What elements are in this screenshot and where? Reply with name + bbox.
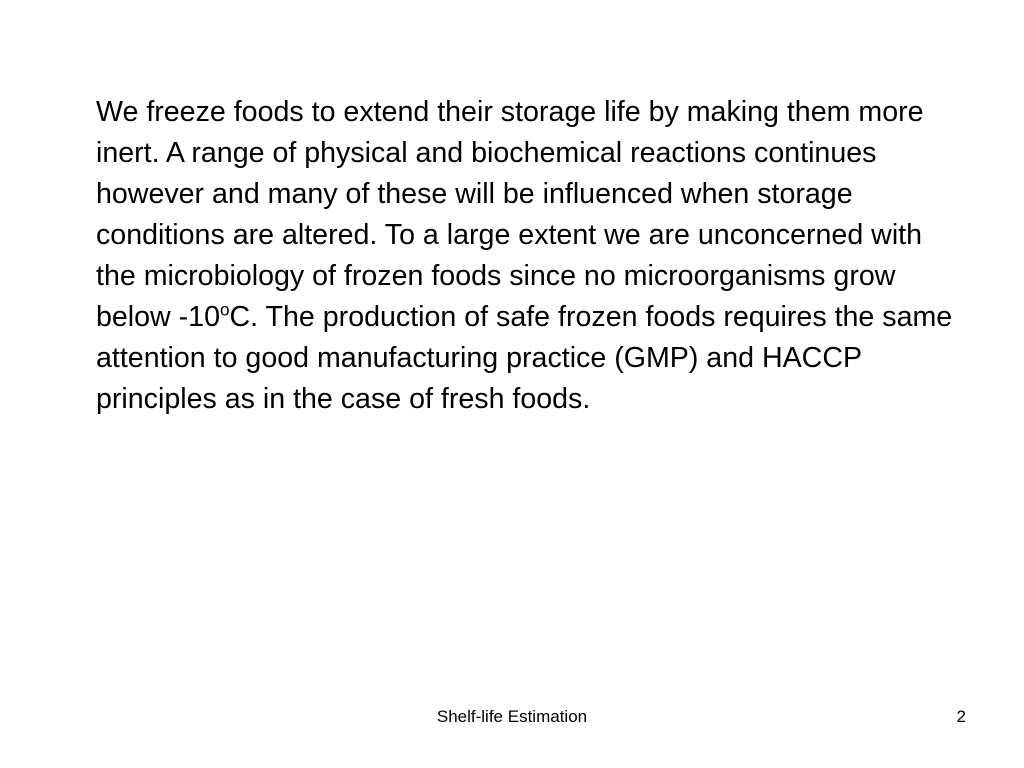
body-paragraph xyxy=(96,92,956,420)
footer-title: Shelf-life Estimation xyxy=(436,707,588,726)
paragraph-text-part1: We freeze foods to extend their storage life by making them more inert. A range of physical and biochemical reactions continues however and many of these will be influenced when storage conditions are altered. To a large extent we are unconcerned with the microbiology of frozen foods since no microorganisms grow below -10 xyxy=(96,96,924,333)
paragraph-text-part2: C. The production of safe frozen foods requires the same attention to good manufacturing practice (GMP) and HACCP principles as in the case of fresh foods. xyxy=(96,301,953,415)
degree-superscript: o xyxy=(219,299,230,320)
page-number: 2 xyxy=(956,707,966,726)
